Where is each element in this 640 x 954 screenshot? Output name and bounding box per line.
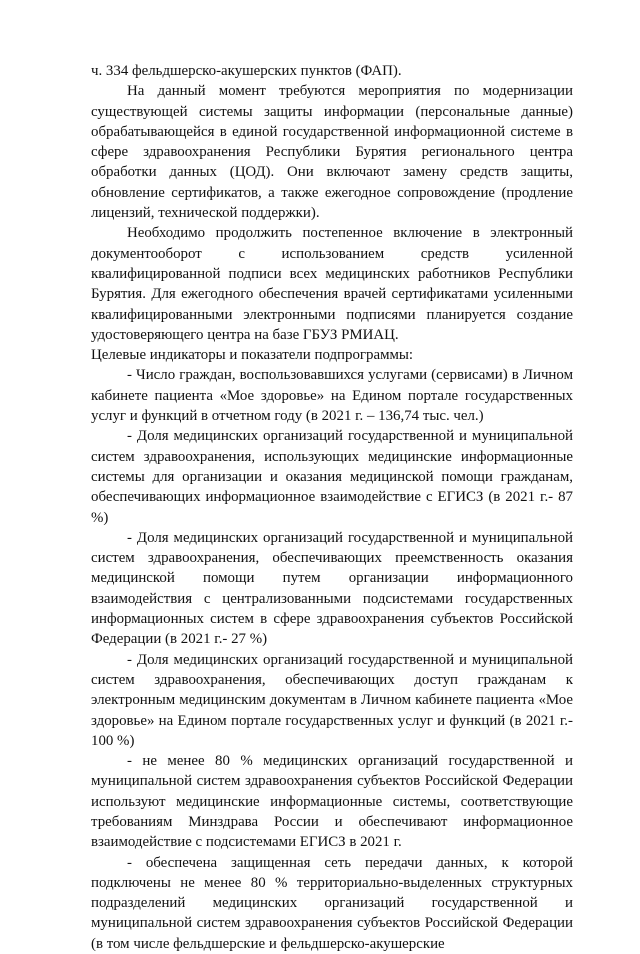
indicators-heading: Целевые индикаторы и показатели подпрограммы: — [91, 347, 414, 364]
indicator-item: - Доля медицинских организаций государственной и муниципальной систем здравоохранения, обеспечивающих преемственность оказания медицинской помощи путем организации информационного взаимодействия с централизованными подсистемами государственных информационных систем в сфере здравоохранения субъектов Российской Федерации (в 2021 г.- 27 %) — [91, 529, 573, 648]
document-page — [91, 61, 573, 954]
paragraph-fap-count: ч. 334 фельдшерско-акушерских пунктов (ФАП). — [91, 63, 402, 79]
indicator-item: - Число граждан, воспользовавшихся услугами (сервисами) в Личном кабинете пациента «Мое здоровье» на Едином портале государственных услуг и функций в отчетном году (в 2021 г. – 136,74 тыс. чел.) — [91, 367, 573, 425]
indicator-item: - не менее 80 % медицинских организаций государственной и муниципальной систем здравоохранения субъектов Российской Федерации используют медицинские информационные системы, соответствующие требованиям Минздрава России и обеспечивают информационное взаимодействие с подсистемами ЕГИСЗ в 2021 г. — [91, 753, 573, 851]
paragraph-modernization: На данный момент требуются мероприятия по модернизации существующей системы защиты информации (персональные данные) обрабатывающейся в единой государственной информационной системе в сфере здравоохранения Республики Бурятия регионального центра обработки данных (ЦОД). Они включают замену средств защиты, обновление сертификатов, а также ежегодное сопровождение (продление лицензий, технической поддержки). — [91, 83, 573, 222]
indicator-item: - Доля медицинских организаций государственной и муниципальной систем здравоохранения, использующих медицинские информационные системы для организации и оказания медицинской помощи гражданам, обеспечивающих информационное взаимодействие с ЕГИСЗ (в 2021 г.- 87 %) — [91, 428, 573, 526]
indicator-item: - обеспечена защищенная сеть передачи данных, к которой подключены не менее 80 % территориально-выделенных структурных подразделений медицинских организаций государственной и муниципальной систем здравоохранения субъектов Российской Федерации (в том числе фельдшерские и фельдшерско-акушерские — [91, 854, 573, 952]
paragraph-electronic-signature: Необходимо продолжить постепенное включение в электронный документооборот с использованием средств усиленной квалифицированной подписи всех медицинских работников Республики Бурятия. Для ежегодного обеспечения врачей сертификатами усиленными квалифицированными электронными подписями планируется создание удостоверяющего центра на базе ГБУЗ РМИАЦ. — [91, 225, 573, 343]
indicator-item: - Доля медицинских организаций государственной и муниципальной систем здравоохранения, обеспечивающих доступ гражданам к электронным медицинским документам в Личном кабинете пациента «Мое здоровье» на Едином портале государственных услуг и функций (в 2021 г.- 100 %) — [91, 651, 573, 749]
